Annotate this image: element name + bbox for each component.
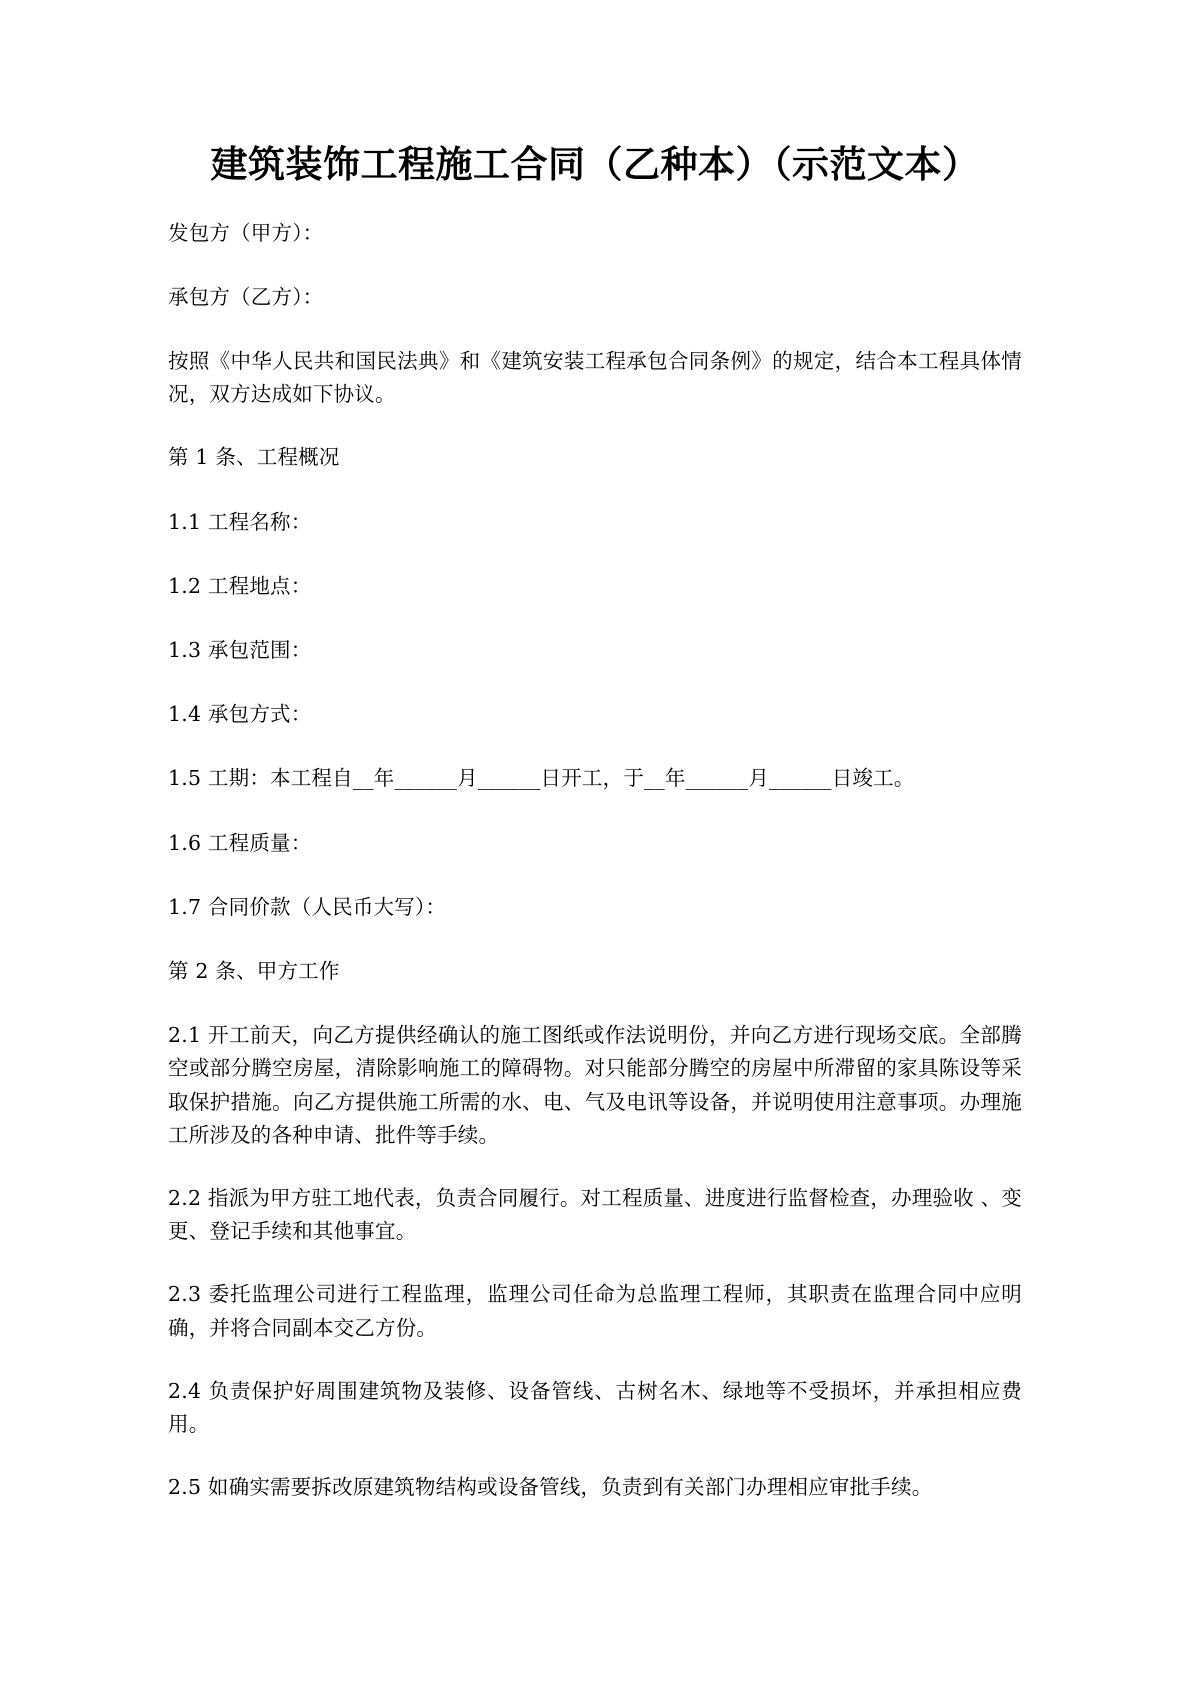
item-1-1-project-name: 1.1 工程名称： <box>168 509 312 534</box>
heading-article-2: 第 2 条、甲方工作 <box>168 958 340 983</box>
item-1-5-construction-period: 1.5 工期：本工程自__年______月______日开工，于__年______月______日竣工。 <box>168 766 915 791</box>
item-2-4-protection-duties: 2.4 负责保护好周围建筑物及装修、设备管线、古树名木、绿地等不受损坏，并承担相应费用。 <box>168 1378 1022 1436</box>
item-1-7-contract-price: 1.7 合同价款（人民币大写）： <box>168 894 447 919</box>
item-2-5-structural-changes: 2.5 如确实需要拆改原建筑物结构或设备管线，负责到有关部门办理相应审批手续。 <box>168 1475 933 1500</box>
item-2-3-supervision-company: 2.3 委托监理公司进行工程监理，监理公司任命为总监理工程师，其职责在监理合同中应明确，并将合同副本交乙方份。 <box>168 1282 1022 1340</box>
item-2-1-party-a-duties: 2.1 开工前天，向乙方提供经确认的施工图纸或作法说明份，并向乙方进行现场交底。全部腾空或部分腾空房屋，清除影响施工的障碍物。对只能部分腾空的房屋中所滞留的家具陈设等采取保护措施。向乙方提供施工所需的水、电、气及电讯等设备，并说明使用注意事项。办理施工所涉及的各种申请、批件等手续。 <box>168 1023 1022 1147</box>
heading-article-1: 第 1 条、工程概况 <box>168 445 340 470</box>
paragraph-party-a: 发包方（甲方）： <box>168 220 324 245</box>
item-1-2-project-location: 1.2 工程地点： <box>168 573 312 598</box>
item-2-2-site-representative: 2.2 指派为甲方驻工地代表，负责合同履行。对工程质量、进度进行监督检查，办理验收 、变更、登记手续和其他事宜。 <box>168 1185 1022 1244</box>
page-title: 建筑装饰工程施工合同（乙种本）（示范文本） <box>210 142 980 186</box>
paragraph-party-b: 承包方（乙方）： <box>168 284 324 309</box>
item-1-3-contract-scope: 1.3 承包范围： <box>168 637 312 662</box>
item-1-6-project-quality: 1.6 工程质量： <box>168 830 312 855</box>
document-body <box>168 138 1022 1535</box>
paragraph-preamble: 按照《中华人民共和国民法典》和《建筑安装工程承包合同条例》的规定，结合本工程具体情况，双方达成如下协议。 <box>168 348 1022 407</box>
item-1-4-contract-method: 1.4 承包方式： <box>168 702 312 727</box>
